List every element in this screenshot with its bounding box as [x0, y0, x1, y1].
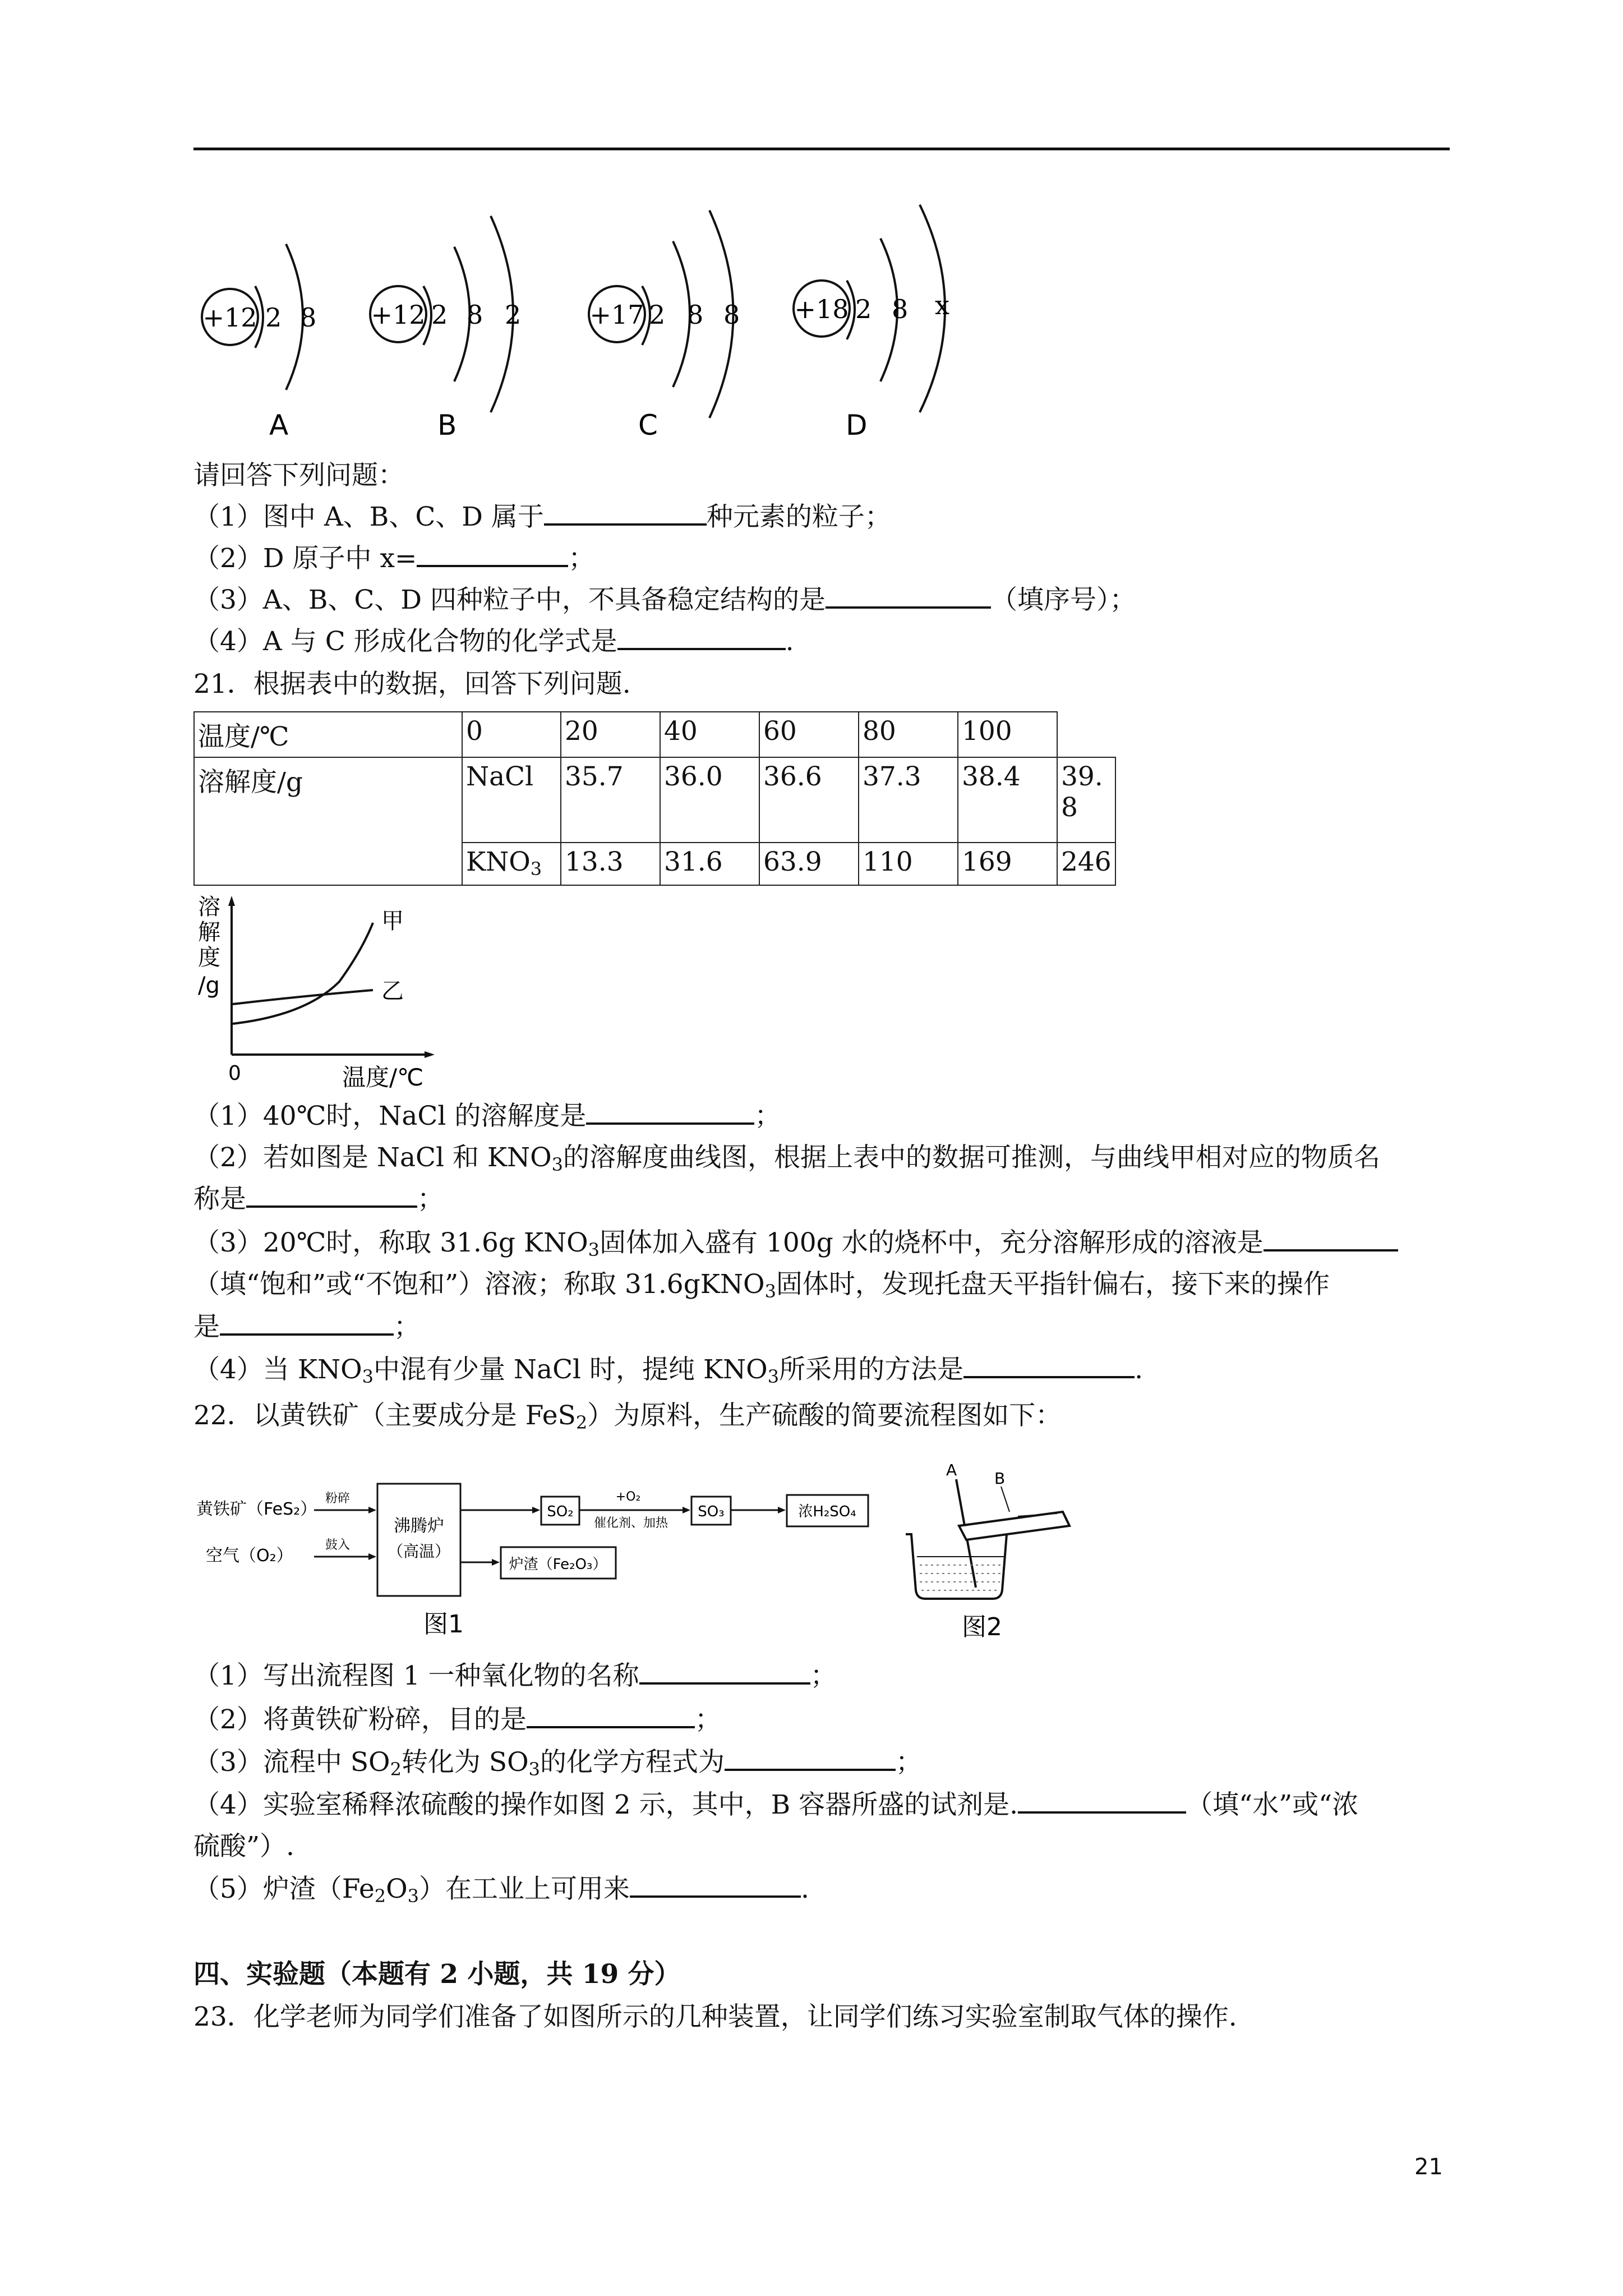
atom-d-shell-2: 8 — [892, 294, 909, 324]
svg-text:SO₃: SO₃ — [698, 1503, 725, 1520]
atom-c-shell-2: 8 — [687, 300, 704, 330]
q20-intro: 请回答下列问题： — [193, 460, 404, 491]
table-cell: 80 — [859, 712, 958, 757]
atom-d-shell-3: x — [935, 290, 949, 320]
table-cell: 36.0 — [660, 757, 759, 843]
table-cell: 246 — [1057, 843, 1115, 885]
flow-label-crush: 粉碎 — [325, 1492, 351, 1506]
table-cell: 40 — [660, 712, 759, 757]
answer-blank[interactable] — [630, 1873, 801, 1898]
beaker-b-tilted — [959, 1512, 1069, 1540]
atom-c-shell-3: 8 — [723, 300, 740, 330]
answer-blank[interactable] — [963, 1354, 1135, 1378]
atom-a-nucleus: +12 — [202, 302, 257, 333]
flow-input-pyrite: 黄铁矿（FeS₂） — [196, 1499, 317, 1519]
atom-d-nucleus: +18 — [794, 294, 849, 324]
table-cell: 38.4 — [958, 757, 1057, 843]
fig1-caption: 图1 — [423, 1610, 464, 1639]
flow-label-catalyst: 催化剂、加热 — [593, 1516, 668, 1530]
header-rule — [193, 148, 1450, 150]
table-cell: 31.6 — [660, 843, 759, 885]
q22-part2: （2）将黄铁矿粉碎，目的是 ； — [193, 1704, 721, 1735]
solubility-label: 溶解度/g — [194, 757, 462, 885]
atom-c — [589, 210, 740, 441]
q20-part1: （1）图中 A、B、C、D 属于 种元素的粒子； — [193, 501, 891, 532]
beaker — [906, 1534, 1007, 1599]
atom-b-shell-3: 2 — [505, 300, 522, 330]
x-axis-label: 温度/℃ — [342, 1064, 424, 1091]
q21-title: 21．根据表中的数据，回答下列问题. — [193, 669, 631, 700]
table-cell: 60 — [759, 712, 859, 757]
table-row — [194, 712, 1115, 757]
table-cell: 110 — [859, 843, 958, 885]
atom-b-nucleus: +12 — [371, 300, 426, 330]
answer-blank[interactable] — [617, 625, 786, 650]
q22-part4-cont: 硫酸”）. — [193, 1831, 294, 1862]
y-axis-label: 度 — [198, 945, 220, 970]
table-cell: 63.9 — [759, 843, 859, 885]
table-cell: 13.3 — [561, 843, 660, 885]
table-cell: 35.7 — [561, 757, 660, 843]
answer-blank[interactable] — [826, 584, 991, 609]
answer-blank[interactable] — [586, 1100, 754, 1125]
answer-blank[interactable] — [220, 1311, 394, 1336]
y-axis-label: /g — [198, 973, 220, 999]
table-row — [194, 757, 1115, 843]
q20-part2: （2）D 原子中 x= ； — [193, 543, 595, 574]
q21-part3: （3）20℃时，称取 31.6g $KNO_3$固体加入盛有 100g 水的烧杯中，充分溶解形成的溶液是 — [193, 1226, 1398, 1267]
table-cell: NaCl — [462, 757, 561, 843]
y-axis-label: 解 — [198, 919, 220, 945]
atom-a-shell-2: 8 — [300, 302, 317, 333]
q21-part3-cont2: 是 ； — [193, 1312, 420, 1342]
answer-blank[interactable] — [417, 542, 568, 567]
q20-part3: （3）A、B、C、D 四种粒子中，不具备稳定结构的是 （填序号）； — [193, 585, 1136, 615]
svg-text:沸腾炉: 沸腾炉 — [394, 1516, 444, 1536]
atom-d — [794, 205, 949, 441]
table-cell: 36.6 — [759, 757, 859, 843]
flow-label-blow: 鼓入 — [325, 1538, 351, 1552]
q22-part5: （5）炉渣$(Fe_2O_3)$在工业上可用来 . — [193, 1874, 809, 1907]
answer-blank[interactable] — [544, 501, 707, 526]
q21-part1: （1）40℃时，NaCl 的溶解度是 ； — [193, 1101, 781, 1131]
atom-a — [202, 244, 316, 441]
atom-structure-diagrams — [193, 202, 1035, 460]
table-cell: 169 — [958, 843, 1057, 885]
q21-part2-cont: 称是 ； — [193, 1184, 444, 1214]
answer-blank[interactable] — [527, 1704, 695, 1728]
fig2-label-b: B — [994, 1469, 1006, 1488]
dilution-fig2 — [895, 1456, 1085, 1649]
atom-b — [370, 216, 521, 441]
atom-a-label: A — [269, 409, 289, 441]
q21-part3-cont: （填“饱和”或“不饱和”）溶液；称取 31.6gKNO$_3$固体时，发现托盘天平指针偏右，接下来的操作 — [193, 1269, 1330, 1302]
atom-c-nucleus: +17 — [589, 300, 644, 330]
flow-label-o2: +O₂ — [615, 1490, 641, 1504]
svg-text:浓H₂SO₄: 浓H₂SO₄ — [798, 1503, 856, 1520]
table-cell: 100 — [958, 712, 1057, 757]
atom-c-shell-1: 2 — [649, 300, 666, 330]
q22-title: 22．以黄铁矿（主要成分是 FeS$_2$）为原料，生产硫酸的简要流程图如下： — [193, 1400, 1062, 1433]
table-cell: $KNO_3$ — [462, 843, 561, 885]
svg-text:（高温）: （高温） — [387, 1542, 451, 1561]
solubility-curve-graph — [193, 889, 451, 1091]
q21-part2: （2）若如图是 NaCl 和 $KNO_3$的溶解度曲线图，根据上表中的数据可推测，与曲线甲相对应的物质名 — [193, 1142, 1380, 1175]
answer-blank[interactable] — [1264, 1227, 1398, 1251]
atom-c-label: C — [638, 409, 658, 441]
y-axis-label: 溶 — [198, 894, 220, 920]
answer-blank[interactable] — [725, 1746, 896, 1771]
atom-b-shell-2: 8 — [467, 300, 483, 330]
q20-part4: （4）A 与 C 形成化合物的化学式是 . — [193, 626, 794, 657]
curve-yi — [233, 990, 373, 1004]
q22-part3: （3）流程中 $SO_2$转化为 $SO_3$的化学方程式为 ； — [193, 1747, 922, 1780]
flow-chart-fig1 — [193, 1470, 872, 1649]
section4-heading: 四、实验题（本题有 2 小题，共 19 分） — [193, 1959, 681, 1990]
answer-blank[interactable] — [246, 1183, 417, 1208]
curve-jia-label: 甲 — [381, 908, 404, 934]
atom-d-label: D — [846, 409, 868, 441]
fig2-label-a: A — [946, 1461, 957, 1479]
solubility-table — [193, 711, 1116, 886]
flow-box-furnace — [377, 1484, 460, 1596]
q23-text: 23．化学老师为同学们准备了如图所示的几种装置，让同学们练习实验室制取气体的操作. — [193, 2001, 1237, 2032]
atom-b-label: B — [437, 409, 457, 441]
table-cell: 39.8 — [1057, 757, 1115, 843]
curve-jia — [233, 923, 373, 1024]
answer-blank[interactable] — [639, 1660, 810, 1685]
origin-label: 0 — [228, 1062, 241, 1085]
atom-d-shell-1: 2 — [855, 294, 872, 324]
fig2-caption: 图2 — [962, 1613, 1002, 1641]
atom-a-shell-1: 2 — [265, 302, 282, 333]
table-cell: 37.3 — [859, 757, 958, 843]
flow-input-air: 空气（O₂） — [206, 1546, 293, 1566]
q21-part4: （4）当 $KNO_3$中混有少量 NaCl 时，提纯 $KNO_3$所采用的方法是 . — [193, 1354, 1144, 1387]
svg-text:SO₂: SO₂ — [547, 1503, 574, 1520]
q22-part1: （1）写出流程图 1 一种氧化物的名称 ； — [193, 1660, 837, 1691]
page-number: 21 — [1414, 2154, 1443, 2180]
table-cell: 0 — [462, 712, 561, 757]
curve-yi-label: 乙 — [381, 978, 404, 1004]
table-cell: 20 — [561, 712, 660, 757]
q22-part4: （4）实验室稀释浓硫酸的操作如图 2 示，其中，B 容器所盛的试剂是. （填“水”或“浓 — [193, 1789, 1359, 1820]
temp-label: 温度/℃ — [194, 712, 462, 757]
svg-text:炉渣（Fe₂O₃）: 炉渣（Fe₂O₃） — [509, 1556, 607, 1573]
atom-b-shell-1: 2 — [431, 300, 448, 330]
answer-blank[interactable] — [1018, 1789, 1186, 1814]
